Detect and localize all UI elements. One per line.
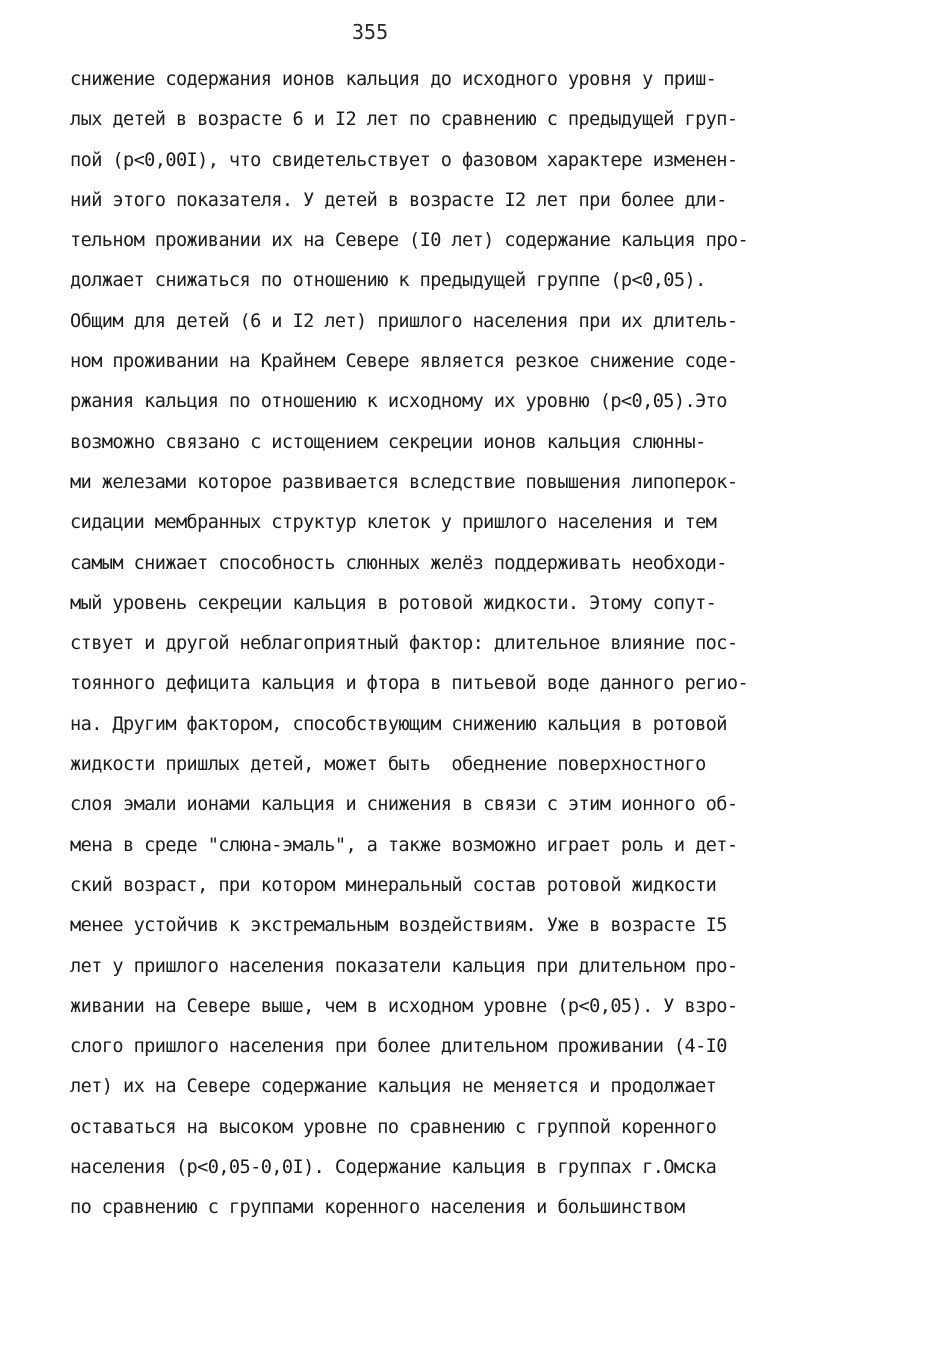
text-line: снижение содержания ионов кальция до исходного уровня у приш-: [70, 69, 717, 90]
text-line: ний этого показателя. У детей в возрасте I2 лет при более дли-: [70, 189, 727, 211]
text-line: тоянного дефицита кальция и фтора в питьевой воде данного регио-: [70, 673, 749, 695]
text-line: лет) их на Севере содержание кальция не меняется и продолжает: [70, 1076, 717, 1098]
text-line: тельном проживании их на Севере (I0 лет) содержание кальция про-: [70, 230, 749, 252]
text-line: Общим для детей (6 и I2 лет) пришлого населения при их длитель-: [70, 310, 738, 332]
text-line: по сравнению с группами коренного населения и большинством: [70, 1197, 685, 1219]
text-line: на. Другим фактором, способствующим снижению кальция в ротовой: [70, 713, 727, 735]
text-line: ский возраст, при котором минеральный состав ротовой жидкости: [70, 874, 717, 896]
text-line: населения (р<0,05-0,0I). Содержание кальция в группах г.Омска: [70, 1157, 717, 1179]
text-line: лет у пришлого населения показатели кальция при длительном про-: [70, 955, 738, 977]
text-line: должает снижаться по отношению к предыдущей группе (р<0,05).: [70, 270, 706, 292]
text-line: оставаться на высоком уровне по сравнению с группой коренного: [70, 1116, 717, 1138]
text-line: менее устойчив к экстремальным воздействиям. Уже в возрасте I5: [70, 915, 727, 937]
text-line: мый уровень секреции кальция в ротовой жидкости. Этому сопут-: [70, 592, 717, 614]
text-line: самым снижает способность слюнных желёз поддерживать необходи-: [70, 552, 727, 574]
text-line: возможно связано с истощением секреции ионов кальция слюнны-: [70, 431, 706, 453]
text-line: лых детей в возрасте 6 и I2 лет по сравнению с предыдущей груп-: [70, 109, 738, 131]
text-line: слоя эмали ионами кальция и снижения в связи с этим ионного об-: [70, 794, 738, 816]
text-line: слого пришлого населения при более длительном проживании (4-I0: [70, 1036, 727, 1058]
text-line: ном проживании на Крайнем Севере является резкое снижение соде-: [70, 351, 738, 373]
body-text: [70, 60, 870, 1229]
text-line: ми железами которое развивается вследствие повышения липоперок-: [70, 471, 738, 493]
text-line: ствует и другой неблагоприятный фактор: длительное влияние пос-: [70, 633, 738, 655]
text-line: ржания кальция по отношению к исходному их уровню (р<0,05).Это: [70, 391, 727, 413]
text-line: живании на Севере выше, чем в исходном уровне (р<0,05). У взро-: [70, 995, 738, 1017]
text-line: пой (р<0,00I), что свидетельствует о фазовом характере изменен-: [70, 149, 738, 171]
page-number: 355: [352, 20, 389, 44]
text-line: сидации мембранных структур клеток у пришлого населения и тем: [70, 512, 717, 534]
text-line: мена в среде "слюна-эмаль", а также возможно играет роль и дет-: [70, 834, 738, 856]
text-line: жидкости пришлых детей, может быть обеднение поверхностного: [70, 754, 706, 776]
